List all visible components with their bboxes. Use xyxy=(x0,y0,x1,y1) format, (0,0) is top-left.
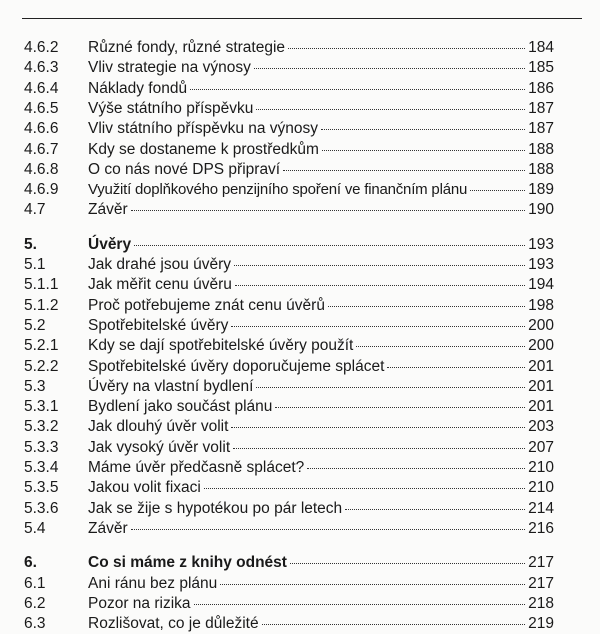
entry-page-number: 216 xyxy=(528,519,554,537)
chapter-title: Co si máme z knihy odnést xyxy=(88,554,287,572)
dot-leader xyxy=(235,285,525,286)
dot-leader xyxy=(307,468,525,469)
entry-page-number: 198 xyxy=(528,296,554,314)
dot-leader xyxy=(262,624,525,625)
entry-page-number: 189 xyxy=(528,181,554,199)
entry-title: Proč potřebujeme znát cenu úvěrů xyxy=(88,296,325,314)
dot-leader xyxy=(356,346,525,347)
dot-leader xyxy=(204,488,525,489)
entry-title: Jak dlouhý úvěr volit xyxy=(88,418,229,436)
entry-page-number: 193 xyxy=(528,235,554,253)
entry-title: Jakou volit fixaci xyxy=(88,479,201,497)
dot-leader xyxy=(290,563,525,564)
entry-title: Kdy se dostaneme k prostředkům xyxy=(88,140,319,158)
entry-page-number: 201 xyxy=(528,357,554,375)
entry-page-number: 210 xyxy=(528,479,554,497)
toc-entry xyxy=(24,438,554,458)
chapter-number: 5. xyxy=(24,235,37,253)
entry-number: 4.6.5 xyxy=(24,99,59,117)
entry-number: 6.1 xyxy=(24,574,46,592)
dot-leader xyxy=(190,89,525,90)
entry-page-number: 207 xyxy=(528,438,554,456)
entry-number: 4.6.2 xyxy=(24,39,59,56)
entry-title: Jak vysoký úvěr volit xyxy=(88,438,231,456)
dot-leader xyxy=(231,427,525,428)
dot-leader xyxy=(234,265,525,266)
entry-page-number: 214 xyxy=(528,499,554,517)
entry-number: 4.6.9 xyxy=(24,181,59,199)
entry-title: Závěr xyxy=(88,519,128,537)
dot-leader xyxy=(328,306,525,307)
entry-title: Spotřebitelské úvěry doporučujeme splácet xyxy=(88,357,385,375)
toc-entry xyxy=(24,255,554,275)
dot-leader xyxy=(275,407,525,408)
entry-page-number: 219 xyxy=(528,615,554,633)
entry-title: Výše státního příspěvku xyxy=(88,99,254,117)
toc-entry xyxy=(24,458,554,478)
toc-entry xyxy=(24,200,554,220)
entry-page-number: 217 xyxy=(528,554,554,572)
top-rule xyxy=(22,18,582,19)
entry-number: 5.1 xyxy=(24,256,46,273)
entry-number: 5.2.2 xyxy=(24,357,59,375)
toc-entry xyxy=(24,377,554,397)
dot-leader xyxy=(231,326,525,327)
entry-number: 5.3 xyxy=(24,377,46,395)
toc-entry xyxy=(24,519,554,539)
entry-page-number: 201 xyxy=(528,398,554,416)
toc-entry xyxy=(24,499,554,519)
toc-entry xyxy=(24,357,554,377)
dot-leader xyxy=(321,129,525,130)
entry-title: Různé fondy, různé strategie xyxy=(88,39,286,56)
toc-entry xyxy=(24,38,554,58)
toc-entry xyxy=(24,160,554,180)
dot-leader xyxy=(131,210,525,211)
entry-page-number: 184 xyxy=(528,39,554,56)
toc-entry xyxy=(24,574,554,594)
dot-leader xyxy=(283,170,525,171)
entry-number: 6.3 xyxy=(24,615,46,633)
dot-leader xyxy=(131,529,525,530)
dot-leader xyxy=(288,48,525,49)
entry-page-number: 193 xyxy=(528,256,554,273)
toc-entry xyxy=(24,316,554,336)
entry-page-number: 203 xyxy=(528,418,554,436)
entry-number: 5.3.3 xyxy=(24,438,59,456)
toc-chapter-entry xyxy=(24,235,554,255)
entry-page-number: 187 xyxy=(528,120,554,138)
entry-page-number: 188 xyxy=(528,140,554,158)
entry-page-number: 186 xyxy=(528,79,554,97)
dot-leader xyxy=(345,509,525,510)
entry-number: 4.6.4 xyxy=(24,79,59,97)
entry-number: 5.2 xyxy=(24,316,46,334)
entry-number: 5.2.1 xyxy=(24,337,59,355)
toc-entry xyxy=(24,614,554,634)
entry-page-number: 200 xyxy=(528,316,554,334)
entry-title: Náklady fondů xyxy=(88,79,188,97)
toc-entry xyxy=(24,140,554,160)
entry-number: 5.1.1 xyxy=(24,276,59,294)
entry-number: 6.2 xyxy=(24,594,46,612)
dot-leader xyxy=(256,109,525,110)
entry-page-number: 210 xyxy=(528,459,554,476)
toc-entry xyxy=(24,336,554,356)
entry-number: 5.3.5 xyxy=(24,479,59,497)
entry-page-number: 218 xyxy=(528,594,554,612)
entry-number: 4.6.7 xyxy=(24,140,59,158)
dot-leader xyxy=(254,68,525,69)
dot-leader xyxy=(220,584,525,585)
dot-leader xyxy=(470,190,525,191)
entry-title: Bydlení jako součást plánu xyxy=(88,398,273,416)
entry-title: Máme úvěr předčasně splácet? xyxy=(88,459,305,476)
toc-entry xyxy=(24,180,554,200)
entry-page-number: 194 xyxy=(528,276,554,294)
toc-entry xyxy=(24,417,554,437)
entry-title: Jak měřit cenu úvěru xyxy=(88,276,232,294)
chapter-title: Úvěry xyxy=(88,235,132,253)
entry-page-number: 200 xyxy=(528,337,554,355)
toc-entry xyxy=(24,296,554,316)
entry-title: Ani ránu bez plánu xyxy=(88,574,218,592)
entry-title: Jak drahé jsou úvěry xyxy=(88,256,232,273)
toc-entry xyxy=(24,478,554,498)
chapter-number: 6. xyxy=(24,554,37,572)
toc-entry xyxy=(24,119,554,139)
entry-number: 4.6.3 xyxy=(24,59,59,77)
toc-entry xyxy=(24,99,554,119)
entry-page-number: 187 xyxy=(528,99,554,117)
entry-number: 4.7 xyxy=(24,201,46,219)
entry-title: Jak se žije s hypotékou po pár letech xyxy=(88,499,343,517)
entry-number: 5.3.6 xyxy=(24,499,59,517)
toc-chapter-entry xyxy=(24,553,554,573)
entry-number: 4.6.6 xyxy=(24,120,59,138)
entry-page-number: 185 xyxy=(528,59,554,77)
toc-entry xyxy=(24,397,554,417)
entry-title: Úvěry na vlastní bydlení xyxy=(88,377,254,395)
dot-leader xyxy=(194,604,525,605)
toc-entry xyxy=(24,594,554,614)
dot-leader xyxy=(322,150,525,151)
entry-title: Pozor na rizika xyxy=(88,594,191,612)
toc-entry xyxy=(24,275,554,295)
entry-title: O co nás nové DPS připraví xyxy=(88,160,281,178)
entry-number: 5.1.2 xyxy=(24,296,59,314)
dot-leader xyxy=(256,387,525,388)
dot-leader xyxy=(233,448,525,449)
entry-title: Využití doplňkového penzijního spoření ve finančním plánu xyxy=(88,181,468,199)
entry-title: Vliv státního příspěvku na výnosy xyxy=(88,120,319,138)
entry-page-number: 188 xyxy=(528,160,554,178)
entry-number: 4.6.8 xyxy=(24,160,59,178)
entry-number: 5.3.4 xyxy=(24,459,59,476)
entry-title: Rozlišovat, co je důležité xyxy=(88,615,259,633)
toc-entry xyxy=(24,58,554,78)
entry-page-number: 201 xyxy=(528,377,554,395)
entry-number: 5.3.1 xyxy=(24,398,59,416)
dot-leader xyxy=(134,245,525,246)
entry-title: Závěr xyxy=(88,201,128,219)
entry-title: Kdy se dají spotřebitelské úvěry použít xyxy=(88,337,354,355)
toc-entry xyxy=(24,79,554,99)
entry-page-number: 190 xyxy=(528,201,554,219)
entry-title: Vliv strategie na výnosy xyxy=(88,59,251,77)
entry-number: 5.3.2 xyxy=(24,418,59,436)
dot-leader xyxy=(387,367,525,368)
entry-title: Spotřebitelské úvěry xyxy=(88,316,229,334)
entry-page-number: 217 xyxy=(528,574,554,592)
entry-number: 5.4 xyxy=(24,519,46,537)
